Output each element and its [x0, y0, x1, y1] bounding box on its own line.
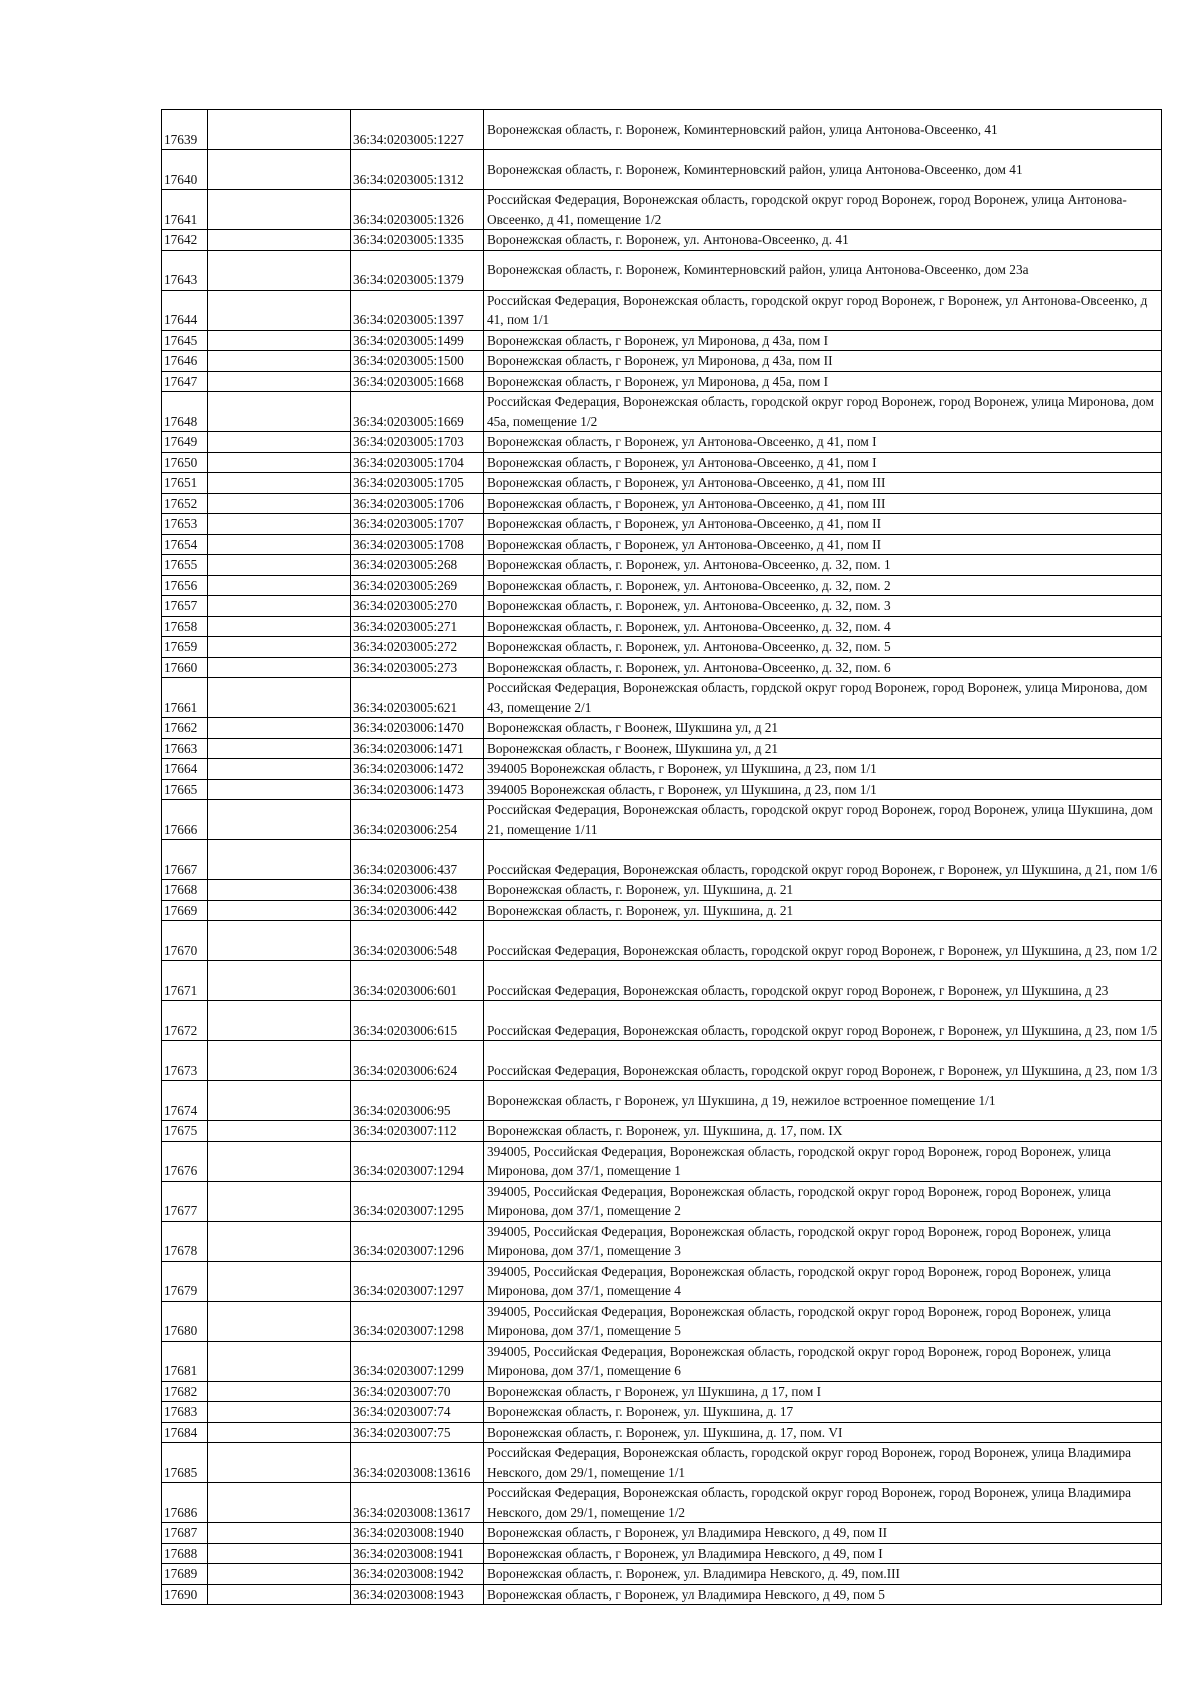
cadastral-number-cell: 36:34:0203007:70 [351, 1381, 484, 1402]
cadastral-number-cell: 36:34:0203006:601 [351, 961, 484, 1001]
address-cell: 394005, Российская Федерация, Воронежская область, городской округ город Воронеж, город Воронеж, улица Миронова, дом 37/1, помещение 4 [484, 1261, 1162, 1301]
row-number-cell: 17647 [162, 371, 208, 392]
address-cell: 394005, Российская Федерация, Воронежская область, городской округ город Воронеж, город Воронеж, улица Миронова, дом 37/1, помещение 5 [484, 1301, 1162, 1341]
table-row [162, 840, 1162, 880]
cadastral-number-cell: 36:34:0203007:112 [351, 1121, 484, 1142]
cadastral-number-cell: 36:34:0203005:1397 [351, 290, 484, 330]
address-cell: Воронежская область, г. Воронеж, ул. Антонова-Овсеенко, д. 32, пом. 2 [484, 575, 1162, 596]
row-number-cell: 17675 [162, 1121, 208, 1142]
blank-cell [208, 840, 351, 880]
blank-cell [208, 1543, 351, 1564]
address-cell: Воронежская область, г Воронеж, ул Владимира Невского, д 49, пом I [484, 1543, 1162, 1564]
row-number-cell: 17645 [162, 330, 208, 351]
table-row [162, 330, 1162, 351]
blank-cell [208, 1523, 351, 1544]
table-row [162, 1081, 1162, 1121]
cadastral-number-cell: 36:34:0203008:1943 [351, 1584, 484, 1605]
address-cell: 394005 Воронежская область, г Воронеж, ул Шукшина, д 23, пом 1/1 [484, 759, 1162, 780]
address-cell: Воронежская область, г. Воронеж, ул. Антонова-Овсеенко, д. 32, пом. 6 [484, 657, 1162, 678]
cadastral-number-cell: 36:34:0203006:438 [351, 880, 484, 901]
blank-cell [208, 371, 351, 392]
address-cell: Российская Федерация, Воронежская область, городской округ город Воронеж, город Воронеж, улица Владимира Невского, дом 29/1, помещение 1/1 [484, 1443, 1162, 1483]
table-row [162, 1543, 1162, 1564]
cadastral-number-cell: 36:34:0203005:1706 [351, 493, 484, 514]
table-row [162, 1141, 1162, 1181]
table-row [162, 493, 1162, 514]
address-cell: 394005, Российская Федерация, Воронежская область, городской округ город Воронеж, город Воронеж, улица Миронова, дом 37/1, помещение 6 [484, 1341, 1162, 1381]
row-number-cell: 17670 [162, 921, 208, 961]
cadastral-number-cell: 36:34:0203005:1703 [351, 432, 484, 453]
address-cell: Российская Федерация, Воронежская область, городской округ город Воронеж, г Воронеж, ул Шукшина, д 23, пом 1/5 [484, 1001, 1162, 1041]
address-cell: Воронежская область, г Воронеж, ул Антонова-Овсеенко, д 41, пом II [484, 514, 1162, 535]
cadastral-number-cell: 36:34:0203007:1299 [351, 1341, 484, 1381]
blank-cell [208, 493, 351, 514]
row-number-cell: 17682 [162, 1381, 208, 1402]
cadastral-number-cell: 36:34:0203006:548 [351, 921, 484, 961]
table-row [162, 150, 1162, 190]
row-number-cell: 17641 [162, 190, 208, 230]
address-cell: Воронежская область, г. Воронеж, ул. Антонова-Овсеенко, д. 32, пом. 3 [484, 596, 1162, 617]
cadastral-number-cell: 36:34:0203006:254 [351, 800, 484, 840]
table-row [162, 514, 1162, 535]
address-cell: Воронежская область, г. Воронеж, ул. Шукшина, д. 21 [484, 900, 1162, 921]
row-number-cell: 17648 [162, 392, 208, 432]
cadastral-number-cell: 36:34:0203005:1500 [351, 351, 484, 372]
address-cell: Российская Федерация, Воронежская область, гордской округ город Воронеж, город Воронеж, улица Миронова, дом 43, помещение 2/1 [484, 678, 1162, 718]
cadastral-number-cell: 36:34:0203005:273 [351, 657, 484, 678]
row-number-cell: 17662 [162, 718, 208, 739]
blank-cell [208, 718, 351, 739]
blank-cell [208, 1081, 351, 1121]
blank-cell [208, 1564, 351, 1585]
row-number-cell: 17668 [162, 880, 208, 901]
cadastral-number-cell: 36:34:0203007:1295 [351, 1181, 484, 1221]
row-number-cell: 17685 [162, 1443, 208, 1483]
cadastral-number-cell: 36:34:0203006:1470 [351, 718, 484, 739]
address-cell: Российская Федерация, Воронежская область, городской округ город Воронеж, город Воронеж, улица Владимира Невского, дом 29/1, помещение 1/2 [484, 1483, 1162, 1523]
blank-cell [208, 330, 351, 351]
cadastral-number-cell: 36:34:0203005:1707 [351, 514, 484, 535]
row-number-cell: 17659 [162, 637, 208, 658]
blank-cell [208, 921, 351, 961]
table-row [162, 1261, 1162, 1301]
address-cell: Российская Федерация, Воронежская область, городской округ город Воронеж, г Воронеж, ул Шукшина, д 21, пом 1/6 [484, 840, 1162, 880]
row-number-cell: 17686 [162, 1483, 208, 1523]
row-number-cell: 17667 [162, 840, 208, 880]
blank-cell [208, 900, 351, 921]
row-number-cell: 17646 [162, 351, 208, 372]
cadastral-number-cell: 36:34:0203005:1326 [351, 190, 484, 230]
table-row [162, 738, 1162, 759]
blank-cell [208, 738, 351, 759]
address-cell: Воронежская область, г. Воронеж, ул. Шукшина, д. 17, пом. IX [484, 1121, 1162, 1142]
cadastral-number-cell: 36:34:0203006:615 [351, 1001, 484, 1041]
table-row [162, 1402, 1162, 1423]
blank-cell [208, 290, 351, 330]
address-cell: Воронежская область, г Воонеж, Шукшина ул, д 21 [484, 738, 1162, 759]
blank-cell [208, 534, 351, 555]
cadastral-number-cell: 36:34:0203005:272 [351, 637, 484, 658]
cadastral-number-cell: 36:34:0203005:1704 [351, 452, 484, 473]
row-number-cell: 17653 [162, 514, 208, 535]
cadastral-number-cell: 36:34:0203005:269 [351, 575, 484, 596]
table-row [162, 1483, 1162, 1523]
cadastral-number-cell: 36:34:0203005:621 [351, 678, 484, 718]
address-cell: Воронежская область, г Воронеж, ул Шукшина, д 19, нежилое встроенное помещение 1/1 [484, 1081, 1162, 1121]
table-row [162, 800, 1162, 840]
row-number-cell: 17660 [162, 657, 208, 678]
table-row [162, 432, 1162, 453]
table-row [162, 230, 1162, 251]
blank-cell [208, 1041, 351, 1081]
row-number-cell: 17663 [162, 738, 208, 759]
cadastral-number-cell: 36:34:0203008:13617 [351, 1483, 484, 1523]
blank-cell [208, 1443, 351, 1483]
row-number-cell: 17640 [162, 150, 208, 190]
address-cell: Российская Федерация, Воронежская область, городской округ город Воронеж, город Воронеж, улица Антонова-Овсеенко, д 41, помещение 1/2 [484, 190, 1162, 230]
blank-cell [208, 230, 351, 251]
row-number-cell: 17642 [162, 230, 208, 251]
cadastral-number-cell: 36:34:0203005:1379 [351, 250, 484, 290]
address-cell: Воронежская область, г. Воронеж, Коминтерновский район, улица Антонова-Овсеенко, дом 41 [484, 150, 1162, 190]
blank-cell [208, 779, 351, 800]
cadastral-number-cell: 36:34:0203006:442 [351, 900, 484, 921]
row-number-cell: 17687 [162, 1523, 208, 1544]
blank-cell [208, 190, 351, 230]
table-row [162, 190, 1162, 230]
address-cell: Воронежская область, г. Воронеж, ул. Антонова-Овсеенко, д. 32, пом. 4 [484, 616, 1162, 637]
address-cell: Воронежская область, г Воронеж, ул Антонова-Овсеенко, д 41, пом I [484, 432, 1162, 453]
cadastral-number-cell: 36:34:0203006:95 [351, 1081, 484, 1121]
blank-cell [208, 1381, 351, 1402]
table-row [162, 1221, 1162, 1261]
table-row [162, 1181, 1162, 1221]
blank-cell [208, 452, 351, 473]
address-cell: Воронежская область, г Воронеж, ул Шукшина, д 17, пом I [484, 1381, 1162, 1402]
row-number-cell: 17676 [162, 1141, 208, 1181]
row-number-cell: 17652 [162, 493, 208, 514]
address-cell: Российская Федерация, Воронежская область, городской округ город Воронеж, г Воронеж, ул Шукшина, д 23, пом 1/3 [484, 1041, 1162, 1081]
address-cell: Воронежская область, г Воронеж, ул Антонова-Овсеенко, д 41, пом III [484, 473, 1162, 494]
cadastral-number-cell: 36:34:0203008:1940 [351, 1523, 484, 1544]
table-row [162, 1564, 1162, 1585]
table-row [162, 1301, 1162, 1341]
blank-cell [208, 432, 351, 453]
blank-cell [208, 759, 351, 780]
cadastral-number-cell: 36:34:0203007:1297 [351, 1261, 484, 1301]
row-number-cell: 17639 [162, 110, 208, 150]
registry-table-body [162, 110, 1162, 1605]
table-row [162, 759, 1162, 780]
address-cell: Воронежская область, г Воронеж, ул Миронова, д 45а, пом I [484, 371, 1162, 392]
row-number-cell: 17656 [162, 575, 208, 596]
address-cell: Российская Федерация, Воронежская область, городской округ город Воронеж, г Воронеж, ул Шукшина, д 23 [484, 961, 1162, 1001]
table-row [162, 1001, 1162, 1041]
row-number-cell: 17657 [162, 596, 208, 617]
row-number-cell: 17654 [162, 534, 208, 555]
table-row [162, 1422, 1162, 1443]
row-number-cell: 17661 [162, 678, 208, 718]
address-cell: Воронежская область, г Воронеж, ул Антонова-Овсеенко, д 41, пом III [484, 493, 1162, 514]
address-cell: Воронежская область, г Воонеж, Шукшина ул, д 21 [484, 718, 1162, 739]
row-number-cell: 17674 [162, 1081, 208, 1121]
address-cell: Воронежская область, г Воронеж, ул Миронова, д 43а, пом I [484, 330, 1162, 351]
table-row [162, 678, 1162, 718]
table-row [162, 718, 1162, 739]
row-number-cell: 17690 [162, 1584, 208, 1605]
cadastral-number-cell: 36:34:0203006:437 [351, 840, 484, 880]
cadastral-number-cell: 36:34:0203006:624 [351, 1041, 484, 1081]
blank-cell [208, 1181, 351, 1221]
blank-cell [208, 351, 351, 372]
address-cell: Воронежская область, г. Воронеж, ул. Шукшина, д. 21 [484, 880, 1162, 901]
table-row [162, 575, 1162, 596]
blank-cell [208, 1261, 351, 1301]
table-row [162, 1584, 1162, 1605]
address-cell: Воронежская область, г. Воронеж, Коминтерновский район, улица Антонова-Овсеенко, 41 [484, 110, 1162, 150]
row-number-cell: 17671 [162, 961, 208, 1001]
cadastral-number-cell: 36:34:0203008:1941 [351, 1543, 484, 1564]
row-number-cell: 17677 [162, 1181, 208, 1221]
blank-cell [208, 1301, 351, 1341]
table-row [162, 351, 1162, 372]
address-cell: Воронежская область, г Воронеж, ул Антонова-Овсеенко, д 41, пом II [484, 534, 1162, 555]
cadastral-number-cell: 36:34:0203007:1296 [351, 1221, 484, 1261]
table-row [162, 290, 1162, 330]
table-row [162, 1121, 1162, 1142]
blank-cell [208, 961, 351, 1001]
row-number-cell: 17669 [162, 900, 208, 921]
address-cell: Воронежская область, г. Воронеж, ул. Антонова-Овсеенко, д. 32, пом. 5 [484, 637, 1162, 658]
address-cell: 394005 Воронежская область, г Воронеж, ул Шукшина, д 23, пом 1/1 [484, 779, 1162, 800]
row-number-cell: 17644 [162, 290, 208, 330]
address-cell: Воронежская область, г Воронеж, ул Миронова, д 43а, пом II [484, 351, 1162, 372]
cadastral-number-cell: 36:34:0203005:1705 [351, 473, 484, 494]
blank-cell [208, 1221, 351, 1261]
cadastral-number-cell: 36:34:0203007:75 [351, 1422, 484, 1443]
blank-cell [208, 637, 351, 658]
table-row [162, 961, 1162, 1001]
blank-cell [208, 1141, 351, 1181]
blank-cell [208, 250, 351, 290]
cadastral-number-cell: 36:34:0203008:13616 [351, 1443, 484, 1483]
cadastral-number-cell: 36:34:0203006:1472 [351, 759, 484, 780]
address-cell: Воронежская область, г. Воронеж, Коминтерновский район, улица Антонова-Овсеенко, дом 23а [484, 250, 1162, 290]
registry-table [161, 109, 1162, 1605]
blank-cell [208, 473, 351, 494]
blank-cell [208, 1584, 351, 1605]
table-row [162, 555, 1162, 576]
cadastral-number-cell: 36:34:0203007:1294 [351, 1141, 484, 1181]
cadastral-number-cell: 36:34:0203005:268 [351, 555, 484, 576]
table-row [162, 1523, 1162, 1544]
address-cell: Российская Федерация, Воронежская область, городской округ город Воронеж, город Воронеж, улица Миронова, дом 45а, помещение 1/2 [484, 392, 1162, 432]
address-cell: Воронежская область, г Воронеж, ул Антонова-Овсеенко, д 41, пом I [484, 452, 1162, 473]
table-row [162, 1443, 1162, 1483]
table-row [162, 534, 1162, 555]
table-row [162, 452, 1162, 473]
cadastral-number-cell: 36:34:0203008:1942 [351, 1564, 484, 1585]
blank-cell [208, 1422, 351, 1443]
cadastral-number-cell: 36:34:0203007:74 [351, 1402, 484, 1423]
row-number-cell: 17655 [162, 555, 208, 576]
cadastral-number-cell: 36:34:0203007:1298 [351, 1301, 484, 1341]
row-number-cell: 17681 [162, 1341, 208, 1381]
address-cell: Российская Федерация, Воронежская область, городской округ город Воронеж, город Воронеж, улица Шукшина, дом 21, помещение 1/11 [484, 800, 1162, 840]
cadastral-number-cell: 36:34:0203005:1668 [351, 371, 484, 392]
address-cell: Воронежская область, г Воронеж, ул Владимира Невского, д 49, пом 5 [484, 1584, 1162, 1605]
blank-cell [208, 657, 351, 678]
table-row [162, 880, 1162, 901]
cadastral-number-cell: 36:34:0203005:1335 [351, 230, 484, 251]
row-number-cell: 17673 [162, 1041, 208, 1081]
address-cell: 394005, Российская Федерация, Воронежская область, городской округ город Воронеж, город Воронеж, улица Миронова, дом 37/1, помещение 1 [484, 1141, 1162, 1181]
address-cell: Российская Федерация, Воронежская область, городской округ город Воронеж, г Воронеж, ул Антонова-Овсеенко, д 41, пом 1/1 [484, 290, 1162, 330]
row-number-cell: 17672 [162, 1001, 208, 1041]
address-cell: 394005, Российская Федерация, Воронежская область, городской округ город Воронеж, город Воронеж, улица Миронова, дом 37/1, помещение 2 [484, 1181, 1162, 1221]
blank-cell [208, 1001, 351, 1041]
blank-cell [208, 514, 351, 535]
cadastral-number-cell: 36:34:0203005:270 [351, 596, 484, 617]
address-cell: 394005, Российская Федерация, Воронежская область, городской округ город Воронеж, город Воронеж, улица Миронова, дом 37/1, помещение 3 [484, 1221, 1162, 1261]
blank-cell [208, 1402, 351, 1423]
row-number-cell: 17665 [162, 779, 208, 800]
blank-cell [208, 800, 351, 840]
address-cell: Воронежская область, г. Воронеж, ул. Антонова-Овсеенко, д. 32, пом. 1 [484, 555, 1162, 576]
table-row [162, 779, 1162, 800]
table-row [162, 1341, 1162, 1381]
blank-cell [208, 575, 351, 596]
table-row [162, 392, 1162, 432]
row-number-cell: 17680 [162, 1301, 208, 1341]
cadastral-number-cell: 36:34:0203006:1471 [351, 738, 484, 759]
blank-cell [208, 1121, 351, 1142]
table-row [162, 921, 1162, 961]
row-number-cell: 17651 [162, 473, 208, 494]
table-row [162, 1381, 1162, 1402]
blank-cell [208, 392, 351, 432]
table-row [162, 900, 1162, 921]
blank-cell [208, 596, 351, 617]
address-cell: Российская Федерация, Воронежская область, городской округ город Воронеж, г Воронеж, ул Шукшина, д 23, пом 1/2 [484, 921, 1162, 961]
address-cell: Воронежская область, г. Воронеж, ул. Владимира Невского, д. 49, пом.III [484, 1564, 1162, 1585]
row-number-cell: 17643 [162, 250, 208, 290]
blank-cell [208, 678, 351, 718]
blank-cell [208, 555, 351, 576]
table-row [162, 637, 1162, 658]
cadastral-number-cell: 36:34:0203005:271 [351, 616, 484, 637]
blank-cell [208, 616, 351, 637]
blank-cell [208, 150, 351, 190]
row-number-cell: 17688 [162, 1543, 208, 1564]
table-row [162, 473, 1162, 494]
table-row [162, 110, 1162, 150]
row-number-cell: 17664 [162, 759, 208, 780]
cadastral-number-cell: 36:34:0203005:1499 [351, 330, 484, 351]
table-row [162, 1041, 1162, 1081]
row-number-cell: 17649 [162, 432, 208, 453]
blank-cell [208, 110, 351, 150]
cadastral-number-cell: 36:34:0203005:1708 [351, 534, 484, 555]
table-row [162, 616, 1162, 637]
cadastral-number-cell: 36:34:0203005:1227 [351, 110, 484, 150]
row-number-cell: 17678 [162, 1221, 208, 1261]
cadastral-number-cell: 36:34:0203005:1312 [351, 150, 484, 190]
row-number-cell: 17683 [162, 1402, 208, 1423]
row-number-cell: 17679 [162, 1261, 208, 1301]
blank-cell [208, 1483, 351, 1523]
address-cell: Воронежская область, г. Воронеж, ул. Шукшина, д. 17, пом. VI [484, 1422, 1162, 1443]
row-number-cell: 17666 [162, 800, 208, 840]
row-number-cell: 17658 [162, 616, 208, 637]
address-cell: Воронежская область, г Воронеж, ул Владимира Невского, д 49, пом II [484, 1523, 1162, 1544]
table-row [162, 250, 1162, 290]
table-row [162, 657, 1162, 678]
row-number-cell: 17684 [162, 1422, 208, 1443]
cadastral-number-cell: 36:34:0203005:1669 [351, 392, 484, 432]
blank-cell [208, 880, 351, 901]
blank-cell [208, 1341, 351, 1381]
cadastral-number-cell: 36:34:0203006:1473 [351, 779, 484, 800]
address-cell: Воронежская область, г. Воронеж, ул. Антонова-Овсеенко, д. 41 [484, 230, 1162, 251]
address-cell: Воронежская область, г. Воронеж, ул. Шукшина, д. 17 [484, 1402, 1162, 1423]
row-number-cell: 17689 [162, 1564, 208, 1585]
table-row [162, 371, 1162, 392]
table-row [162, 596, 1162, 617]
row-number-cell: 17650 [162, 452, 208, 473]
